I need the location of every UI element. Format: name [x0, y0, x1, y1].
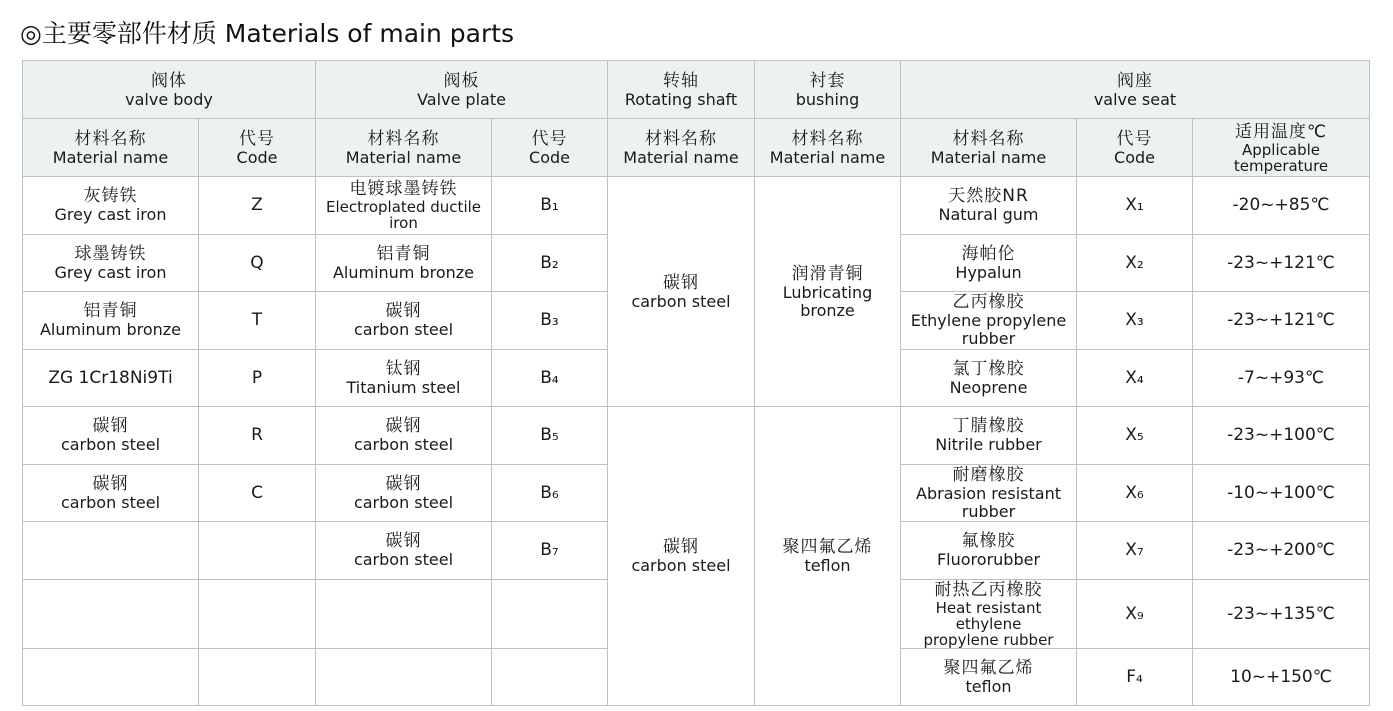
material-zh: 润滑青铜 [791, 263, 864, 284]
material-zh: 铝青铜 [83, 301, 138, 322]
seat-code-cell [1077, 464, 1193, 522]
temperature-value: -23~+121℃ [1227, 310, 1335, 331]
code-value: B₄ [540, 367, 559, 388]
code-value: B₁ [540, 195, 559, 216]
header-en: temperature [1233, 156, 1329, 175]
code-value: B₂ [540, 252, 559, 273]
body-code-cell [199, 292, 316, 350]
bushing-material-cell [755, 407, 901, 706]
seat-temp-cell [1193, 648, 1370, 706]
material-en: Aluminum bronze [39, 320, 182, 340]
code-value: X₁ [1125, 195, 1144, 216]
material-zh: 碳钢 [663, 272, 699, 293]
header-zh: 材料名称 [367, 128, 440, 149]
temperature-value: -23~+200℃ [1227, 540, 1335, 561]
material-en: Natural gum [938, 205, 1039, 225]
body-code-cell [199, 648, 316, 706]
material-zh: 天然胶NR [948, 186, 1029, 207]
group-valve-seat [901, 61, 1370, 119]
plate-code-cell [492, 648, 608, 706]
group-valve-body [23, 61, 316, 119]
material-zh: 海帕伦 [961, 243, 1016, 264]
header-zh: 代号 [239, 128, 275, 149]
material-en: carbon steel [353, 435, 454, 455]
material-zh: 丁腈橡胶 [952, 416, 1025, 437]
header-zh: 材料名称 [645, 128, 717, 149]
material-zh: 钛钢 [385, 358, 422, 379]
material-zh: 碳钢 [385, 473, 422, 494]
seat-temp-cell [1193, 292, 1370, 350]
material-zh: 碳钢 [385, 301, 422, 322]
group-zh: 衬套 [809, 70, 846, 91]
material-en: Grey cast iron [54, 205, 167, 225]
seat-material-cell [901, 292, 1077, 350]
temperature-value: -23~+100℃ [1227, 425, 1335, 446]
plate-material-cell [316, 292, 492, 350]
code-value: X₇ [1125, 540, 1144, 561]
group-zh: 阀座 [1117, 70, 1153, 91]
seat-temp-cell [1193, 407, 1370, 465]
group-rotating-shaft [608, 61, 755, 119]
plate-material-cell [316, 579, 492, 648]
seat-temp-cell [1193, 579, 1370, 648]
material-en: iron [389, 214, 418, 233]
body-material-cell [23, 177, 199, 235]
seat-temp-cell [1193, 234, 1370, 292]
code-value: X₅ [1125, 425, 1144, 446]
material-en: bronze [800, 300, 855, 320]
code-value: Z [251, 195, 263, 216]
code-value: X₄ [1125, 367, 1144, 388]
code-value: P [251, 367, 263, 388]
plate-code-cell [492, 522, 608, 580]
header-zh: 代号 [1116, 128, 1153, 149]
group-zh: 阀体 [151, 70, 187, 91]
body-code-cell [199, 522, 316, 580]
table-row [23, 177, 1370, 235]
material-en: Abrasion resistant [916, 483, 1061, 503]
table-row [23, 407, 1370, 465]
header-en: Code [1114, 147, 1155, 167]
code-value: T [251, 310, 263, 331]
plate-code-cell [492, 234, 608, 292]
seat-code-cell [1077, 292, 1193, 350]
material-en: teflon [965, 676, 1012, 696]
code-value: R [251, 425, 263, 446]
material-en: rubber [961, 501, 1016, 521]
material-zh: 聚四氟乙烯 [943, 657, 1034, 678]
seat-code-cell [1077, 407, 1193, 465]
seat-temp-cell [1193, 522, 1370, 580]
header-en: Code [529, 147, 570, 167]
col-body-material [23, 119, 199, 177]
group-valve-plate [316, 61, 608, 119]
page-title: ◎主要零部件材质 Materials of main parts [20, 19, 515, 48]
column-header-row [23, 119, 1370, 177]
material-zh: 球墨铸铁 [74, 243, 147, 264]
temperature-value: -7~+93℃ [1237, 367, 1325, 388]
shaft-material-cell [608, 407, 755, 706]
header-en: Material name [345, 147, 462, 167]
group-zh: 阀板 [443, 70, 480, 91]
material-en: Titanium steel [346, 377, 461, 397]
group-header-row [23, 61, 1370, 119]
material-zh: 电镀球墨铸铁 [349, 179, 458, 200]
material-en: Heat resistant ethylene [935, 598, 1042, 633]
code-value: B₃ [540, 310, 559, 331]
col-plate-material [316, 119, 492, 177]
col-seat-temperature [1193, 119, 1370, 177]
group-en: valve seat [1093, 89, 1177, 109]
material-en: Grey cast iron [54, 262, 167, 282]
body-code-cell [199, 349, 316, 407]
header-en: Material name [769, 147, 886, 167]
code-value: B₇ [540, 540, 559, 561]
material-en: carbon steel [60, 435, 161, 455]
material-zh: 灰铸铁 [83, 186, 138, 207]
material-en: Ethylene propylene [910, 311, 1067, 331]
plate-material-cell [316, 234, 492, 292]
header-en: Material name [930, 147, 1047, 167]
code-value: X₆ [1125, 482, 1144, 503]
seat-material-cell [901, 579, 1077, 648]
group-en: bushing [795, 89, 860, 109]
seat-material-cell [901, 349, 1077, 407]
material-en: Hypalun [955, 262, 1022, 282]
group-zh: 转轴 [663, 70, 699, 91]
header-en: Material name [623, 147, 739, 167]
plate-material-cell [316, 349, 492, 407]
material-zh: 氟橡胶 [961, 531, 1016, 552]
seat-material-cell [901, 177, 1077, 235]
temperature-value: -23~+121℃ [1227, 252, 1335, 273]
group-en: Rotating shaft [624, 89, 738, 109]
material-zh: 氯丁橡胶 [952, 358, 1025, 379]
group-en: Valve plate [417, 89, 506, 109]
temperature-value: -20~+85℃ [1232, 195, 1330, 216]
material-en: carbon steel [631, 556, 731, 575]
code-value: X₉ [1125, 603, 1144, 624]
header-zh: 材料名称 [74, 128, 147, 149]
material-en: propylene rubber [923, 630, 1054, 648]
material-zh: 碳钢 [663, 537, 699, 557]
plate-material-cell [316, 464, 492, 522]
material-en: Fluororubber [936, 550, 1041, 570]
material-zh: 耐热乙丙橡胶 [934, 579, 1043, 600]
plate-code-cell [492, 292, 608, 350]
body-code-cell [199, 177, 316, 235]
col-bushing-material [755, 119, 901, 177]
seat-material-cell [901, 234, 1077, 292]
material-zh: ZG 1Cr18Ni9Ti [48, 367, 173, 388]
code-value: B₆ [540, 482, 559, 503]
body-code-cell [199, 464, 316, 522]
body-material-cell [23, 648, 199, 706]
code-value: B₅ [540, 425, 559, 446]
material-en: Lubricating [782, 282, 873, 302]
material-zh: 碳钢 [385, 531, 422, 552]
header-zh: 代号 [531, 128, 568, 149]
plate-material-cell [316, 648, 492, 706]
body-material-cell [23, 349, 199, 407]
material-en: Electroplated ductile [325, 198, 482, 217]
header-en: Applicable [1242, 140, 1320, 159]
code-value: X₂ [1125, 252, 1144, 273]
seat-material-cell [901, 464, 1077, 522]
plate-code-cell [492, 349, 608, 407]
material-en: carbon steel [353, 492, 454, 512]
seat-code-cell [1077, 522, 1193, 580]
plate-code-cell [492, 177, 608, 235]
seat-temp-cell [1193, 177, 1370, 235]
seat-material-cell [901, 522, 1077, 580]
group-en: valve body [125, 89, 213, 109]
code-value: F₄ [1126, 666, 1143, 687]
plate-material-cell [316, 522, 492, 580]
seat-code-cell [1077, 579, 1193, 648]
seat-code-cell [1077, 349, 1193, 407]
code-value: X₃ [1125, 310, 1144, 331]
col-seat-material [901, 119, 1077, 177]
material-zh: 耐磨橡胶 [952, 464, 1025, 485]
material-en: Neoprene [949, 377, 1028, 397]
bushing-material-cell [755, 177, 901, 407]
plate-code-cell [492, 464, 608, 522]
materials-table [22, 60, 1370, 706]
plate-code-cell [492, 579, 608, 648]
material-zh: 聚四氟乙烯 [782, 537, 873, 557]
body-material-cell [23, 407, 199, 465]
code-value: Q [250, 252, 264, 273]
code-value: C [251, 482, 263, 503]
body-material-cell [23, 522, 199, 580]
group-bushing [755, 61, 901, 119]
seat-material-cell [901, 407, 1077, 465]
temperature-value: 10~+150℃ [1230, 666, 1332, 687]
header-en: Material name [52, 147, 169, 167]
material-zh: 碳钢 [92, 416, 129, 437]
material-en: rubber [961, 329, 1016, 349]
material-en: teflon [804, 556, 851, 575]
body-code-cell [199, 234, 316, 292]
col-seat-code [1077, 119, 1193, 177]
header-zh: 适用温度℃ [1234, 121, 1328, 142]
header-zh: 材料名称 [791, 128, 864, 149]
body-code-cell [199, 579, 316, 648]
col-body-code [199, 119, 316, 177]
temperature-value: -23~+135℃ [1227, 603, 1335, 624]
body-code-cell [199, 407, 316, 465]
temperature-value: -10~+100℃ [1227, 482, 1335, 503]
seat-temp-cell [1193, 464, 1370, 522]
body-material-cell [23, 579, 199, 648]
plate-code-cell [492, 407, 608, 465]
material-en: carbon steel [60, 492, 161, 512]
plate-material-cell [316, 407, 492, 465]
material-en: Aluminum bronze [332, 262, 475, 282]
header-zh: 材料名称 [952, 128, 1025, 149]
material-en: Nitrile rubber [935, 435, 1042, 455]
material-zh: 碳钢 [385, 416, 422, 437]
material-en: carbon steel [631, 291, 731, 311]
col-plate-code [492, 119, 608, 177]
material-en: carbon steel [353, 550, 454, 570]
seat-material-cell [901, 648, 1077, 706]
shaft-material-cell [608, 177, 755, 407]
material-zh: 碳钢 [92, 473, 129, 494]
material-zh: 铝青铜 [376, 243, 431, 264]
plate-material-cell [316, 177, 492, 235]
body-material-cell [23, 234, 199, 292]
header-en: Code [236, 147, 278, 167]
seat-code-cell [1077, 648, 1193, 706]
material-en: carbon steel [353, 320, 454, 340]
seat-code-cell [1077, 177, 1193, 235]
seat-temp-cell [1193, 349, 1370, 407]
material-zh: 乙丙橡胶 [952, 292, 1025, 313]
col-shaft-material [608, 119, 755, 177]
body-material-cell [23, 464, 199, 522]
body-material-cell [23, 292, 199, 350]
seat-code-cell [1077, 234, 1193, 292]
